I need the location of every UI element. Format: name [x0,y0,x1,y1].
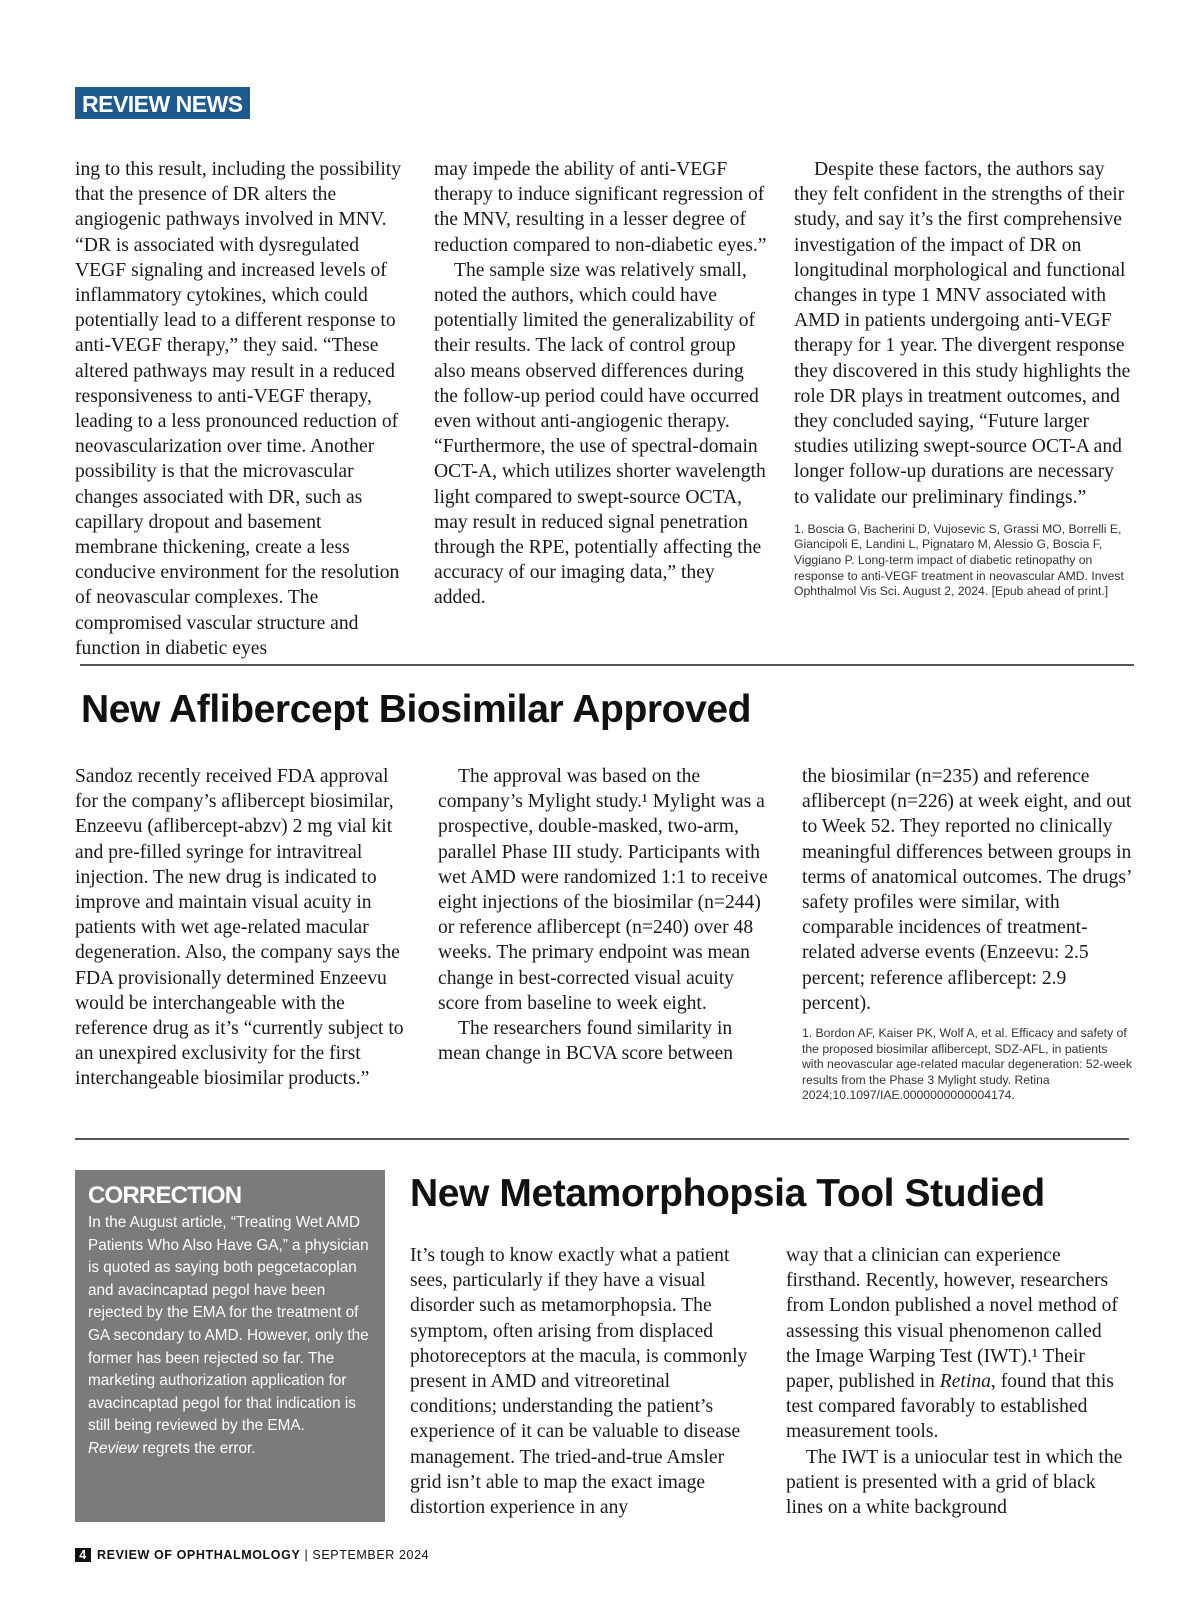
divider-rule [80,664,1134,666]
correction-regret-text: regrets the error. [138,1439,256,1457]
correction-body [88,1212,373,1461]
section-label: REVIEW NEWS [75,87,250,119]
story2-col3-paragraph: the biosimilar (n=235) and reference aflibercept (n=226) at week eight, and out to Week 52. They reported no clinically meaningful differences between groups in terms of anatomical outcomes. The drugs’ safety profiles were similar, with comparable incidences of treatment-related adverse events (Enzeevu: 2.5 percent; reference aflibercept: 2.9 percent). [802,766,1132,1014]
story1-reference: 1. Boscia G, Bacherini D, Vujosevic S, Grassi MO, Borrelli E, Giancipoli E, Landini L, Pignataro M, Alessio G, Boscia F, Viggiano P. Long-term impact of diabetic retinopathy on response to anti-VEGF treatment in neovascular AMD. Invest Ophthalmol Vis Sci. August 2, 2024. [Epub ahead of print.] [794,521,1124,599]
story2-col1-paragraph: Sandoz recently received FDA approval for the company’s aflibercept biosimilar, Enzeevu (aflibercept-abzv) 2 mg vial kit and pre-filled syringe for intravitreal injection. The new drug is indicated to improve and maintain visual acuity in patients with wet age-related macular degeneration. Also, the company says the FDA provisionally determined Enzeevu would be interchangeable with the reference drug as it’s “currently subject to an unexpired exclusivity for the first interchangeable biosimilar products.” [75,766,404,1090]
story1-column-1 [75,157,409,661]
story2-column-3 [802,764,1132,1104]
story3-col2-text-b: , found that this test compared favorably to established measurement tools. [786,1371,1114,1443]
story1-column-3 [794,157,1134,600]
correction-title: CORRECTION [88,1182,242,1209]
story1-col2-paragraph-1: may impede the ability of anti-VEGF therapy to induce significant regression of the MNV, resulting in a lesser degree of reduction compared to non-diabetic eyes.” [434,159,767,256]
story1-column-2 [434,157,769,611]
story2-col2-paragraph-1: The approval was based on the company’s Mylight study.¹ Mylight was a prospective, double-masked, two-arm, parallel Phase III study. Participants with wet AMD were randomized 1:1 to receive eight injections of the biosimilar (n=244) or reference aflibercept (n=240) over 48 weeks. The primary endpoint was mean change in best-corrected visual acuity score from baseline to week eight. [438,766,768,1014]
issue-date: SEPTEMBER 2024 [312,1548,430,1562]
story1-col3-paragraph: Despite these factors, the authors say they felt confident in the strengths of their study, and say it’s the first comprehensive investigation of the impact of DR on longitudinal morphological and functional changes in type 1 MNV associated with AMD in patients undergoing anti-VEGF therapy for 1 year. The divergent response they discovered in this study highlights the role DR plays in treatment outcomes, and they concluded saying, “Future larger studies utilizing swept-source OCT-A and longer follow-up durations are necessary to validate our preliminary findings.” [794,159,1131,508]
correction-text: In the August article, “Treating Wet AMD Patients Who Also Have GA,” a physician is quoted as saying both pegcetacoplan and avacincaptad pegol have been rejected by the EMA for the treatment of GA secondary to AMD. However, only the former has been rejected so far. The marketing authorization application for avacincaptad pegol for that indication is still being reviewed by the EMA. [88,1214,369,1435]
story3-col2-paragraph-1 [786,1243,1130,1445]
story3-headline: New Metamorphopsia Tool Studied [410,1172,1045,1215]
story2-column-1 [75,764,409,1092]
story1-col1-paragraph: ing to this result, including the possibility that the presence of DR alters the angiogenic pathways involved in MNV. “DR is associated with dysregulated VEGF signaling and increased levels of inflammatory cytokines, which could potentially lead to a different response to anti-VEGF therapy,” they said. “These altered pathways may result in a reduced responsiveness to anti-VEGF therapy, leading to a less pronounced reduction of neovascularization over time. Another possibility is that the microvascular changes associated with DR, such as capillary dropout and basement membrane thickening, create a less conducive environment for the resolution of neovascular complexes. The compromised vascular structure and function in diabetic eyes [75,159,402,659]
story1-col2-paragraph-2: The sample size was relatively small, noted the authors, which could have potentially limited the generalizability of their results. The lack of control group also means observed differences during the follow-up period could have occurred even without anti-angiogenic therapy. “Furthermore, the use of spectral-domain OCT-A, which utilizes shorter wavelength light compared to swept-source OCTA, may result in reduced signal penetration through the RPE, potentially affecting the accuracy of our imaging data,” they added. [434,259,766,609]
story3-col1-paragraph: It’s tough to know exactly what a patient sees, particularly if they have a visual disorder such as metamorphopsia. The symptom, often arising from displaced photoreceptors at the macula, is commonly present in AMD and vitreoretinal conditions; understanding the patient’s experience of it can be valuable to disease management. The tried-and-true Amsler grid isn’t able to map the exact image distortion experience in any [410,1245,748,1519]
story2-col2-paragraph-2: The researchers found similarity in mean change in BCVA score between [438,1018,734,1065]
story3-column-1 [410,1243,756,1520]
correction-box [75,1170,385,1522]
divider-rule [75,1138,1129,1140]
page-footer [75,1548,429,1562]
footer-separator: | [300,1548,313,1562]
publication-name: REVIEW OF OPHTHALMOLOGY [97,1548,301,1562]
story3-col2-paragraph-2: The IWT is a uniocular test in which the patient is presented with a grid of black lines on a white background [786,1446,1123,1519]
story2-reference: 1. Bordon AF, Kaiser PK, Wolf A, et al. Efficacy and safety of the proposed biosimilar aflibercept, SDZ-AFL, in patients with neovascular age-related macular degeneration: 52-week results from the Phase 3 Mylight study. Retina 2024;10.1097/IAE.0000000000004174. [802,1026,1132,1103]
story2-column-2 [438,764,773,1066]
story2-headline: New Aflibercept Biosimilar Approved [81,688,752,731]
correction-regret-italic: Review [88,1439,139,1457]
story3-journal-italic: Retina [939,1371,991,1393]
story3-column-2 [786,1243,1130,1520]
story3-col2-text-a: way that a clinician can experience firsthand. Recently, however, researchers from London published a novel method of assessing this visual phenomenon called the Image Warping Test (IWT).¹ Their paper, published in [786,1245,1118,1393]
page-number: 4 [75,1548,91,1562]
